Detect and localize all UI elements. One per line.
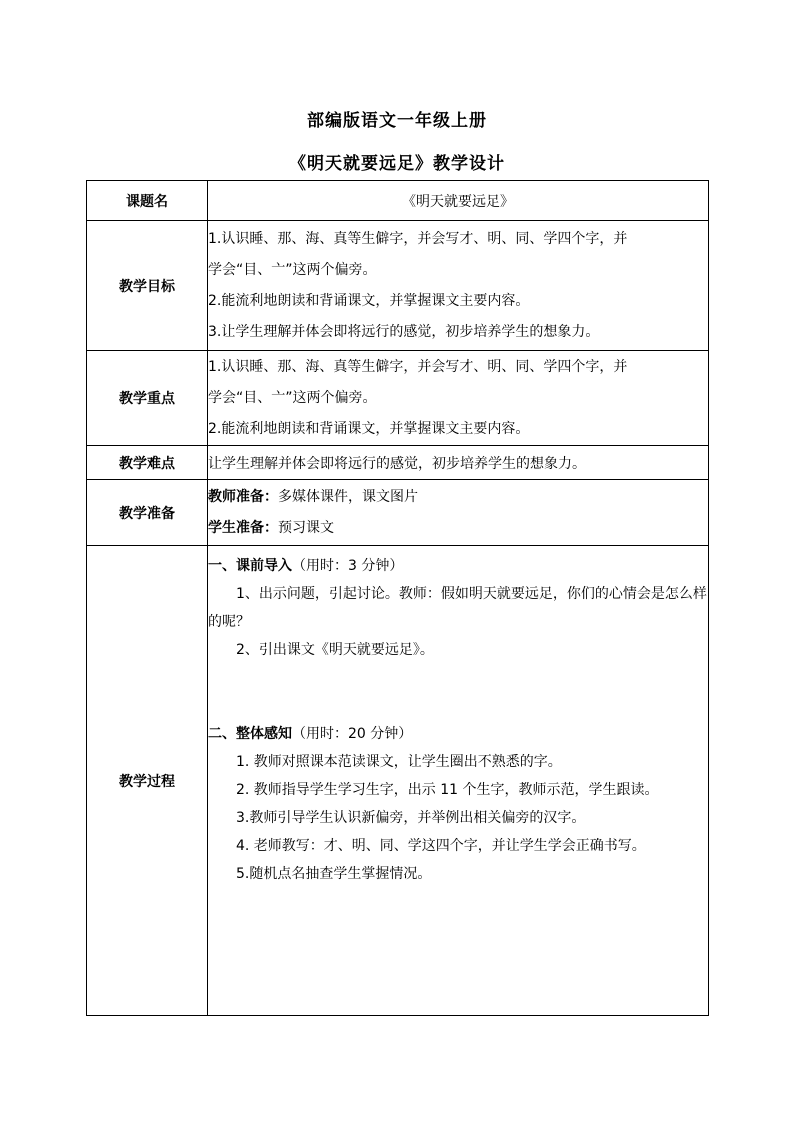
- student-prep: [208, 513, 708, 544]
- label-preparation: 教学准备: [87, 480, 208, 546]
- table-row-process: [87, 546, 709, 1016]
- label-topic: 课题名: [87, 181, 208, 221]
- section2-heading: 二、整体感知: [208, 726, 292, 742]
- value-goals: [208, 221, 709, 351]
- section2-item: 4. 老师教写：才、明、同、学这四个字，并让学生学会正确书写。: [236, 838, 646, 854]
- keypoint-line: 2.能流利地朗读和背诵课文，并掌握课文主要内容。: [208, 420, 530, 437]
- section2-heading-line: [208, 720, 708, 748]
- section1-heading: 一、课前导入: [208, 558, 292, 574]
- teacher-prep-label: 教师准备：: [208, 488, 278, 505]
- goal-line: 1.认识睡、那、海、真等生僻字，并会写才、明、同、学四个字，并: [208, 230, 628, 247]
- teacher-prep-value: 多媒体课件，课文图片: [278, 488, 418, 505]
- table-row-topic: [87, 181, 709, 221]
- goal-line: 3.让学生理解并体会即将远行的感觉，初步培养学生的想象力。: [208, 323, 600, 340]
- section2-item: 5.随机点名抽查学生掌握情况。: [236, 866, 432, 882]
- section1-heading-line: [208, 552, 708, 580]
- goal-line: 学会“目、亠”这两个偏旁。: [208, 261, 377, 278]
- student-prep-value: 预习课文: [278, 519, 334, 536]
- table-row-goals: [87, 221, 709, 351]
- keypoint-line: 1.认识睡、那、海、真等生僻字，并会写才、明、同、学四个字，并: [208, 358, 628, 375]
- table-row-difficulty: [87, 446, 709, 480]
- value-difficulty: 让学生理解并体会即将远行的感觉，初步培养学生的想象力。: [208, 446, 709, 480]
- student-prep-label: 学生准备：: [208, 519, 278, 536]
- label-keypoints: 教学重点: [87, 351, 208, 446]
- goal-line: 2.能流利地朗读和背诵课文，并掌握课文主要内容。: [208, 292, 530, 309]
- section2-item: 3.教师引导学生认识新偏旁，并举例出相关偏旁的汉字。: [236, 810, 586, 826]
- section1-item: 2、引出课文《明天就要远足》。: [236, 642, 434, 658]
- label-process: 教学过程: [87, 546, 208, 1016]
- section1-item: 1、出示问题，引起讨论。教师：假如明天就要远足，你们的心情会是怎么样的呢？: [208, 586, 707, 630]
- document-title: 部编版语文一年级上册: [307, 111, 487, 131]
- lesson-plan-table: [86, 180, 709, 1016]
- section-gap: [208, 664, 708, 720]
- value-process: [208, 546, 709, 1016]
- label-goals: 教学目标: [87, 221, 208, 351]
- value-topic: 《明天就要远足》: [208, 181, 709, 221]
- document-subtitle: 《明天就要远足》教学设计: [289, 154, 505, 174]
- value-keypoints: [208, 351, 709, 446]
- keypoint-line: 学会“目、亠”这两个偏旁。: [208, 389, 377, 406]
- table-row-keypoints: [87, 351, 709, 446]
- section2-time: （用时：20 分钟）: [292, 726, 413, 742]
- section2-item: 1. 教师对照课本范读课文，让学生圈出不熟悉的字。: [236, 754, 562, 770]
- section2-item: 2. 教师指导学生学习生字，出示 11 个生字，教师示范，学生跟读。: [236, 782, 659, 798]
- label-difficulty: 教学难点: [87, 446, 208, 480]
- table-row-preparation: [87, 480, 709, 546]
- value-preparation: [208, 480, 709, 546]
- section1-time: （用时：3 分钟）: [292, 558, 404, 574]
- teacher-prep: [208, 482, 708, 513]
